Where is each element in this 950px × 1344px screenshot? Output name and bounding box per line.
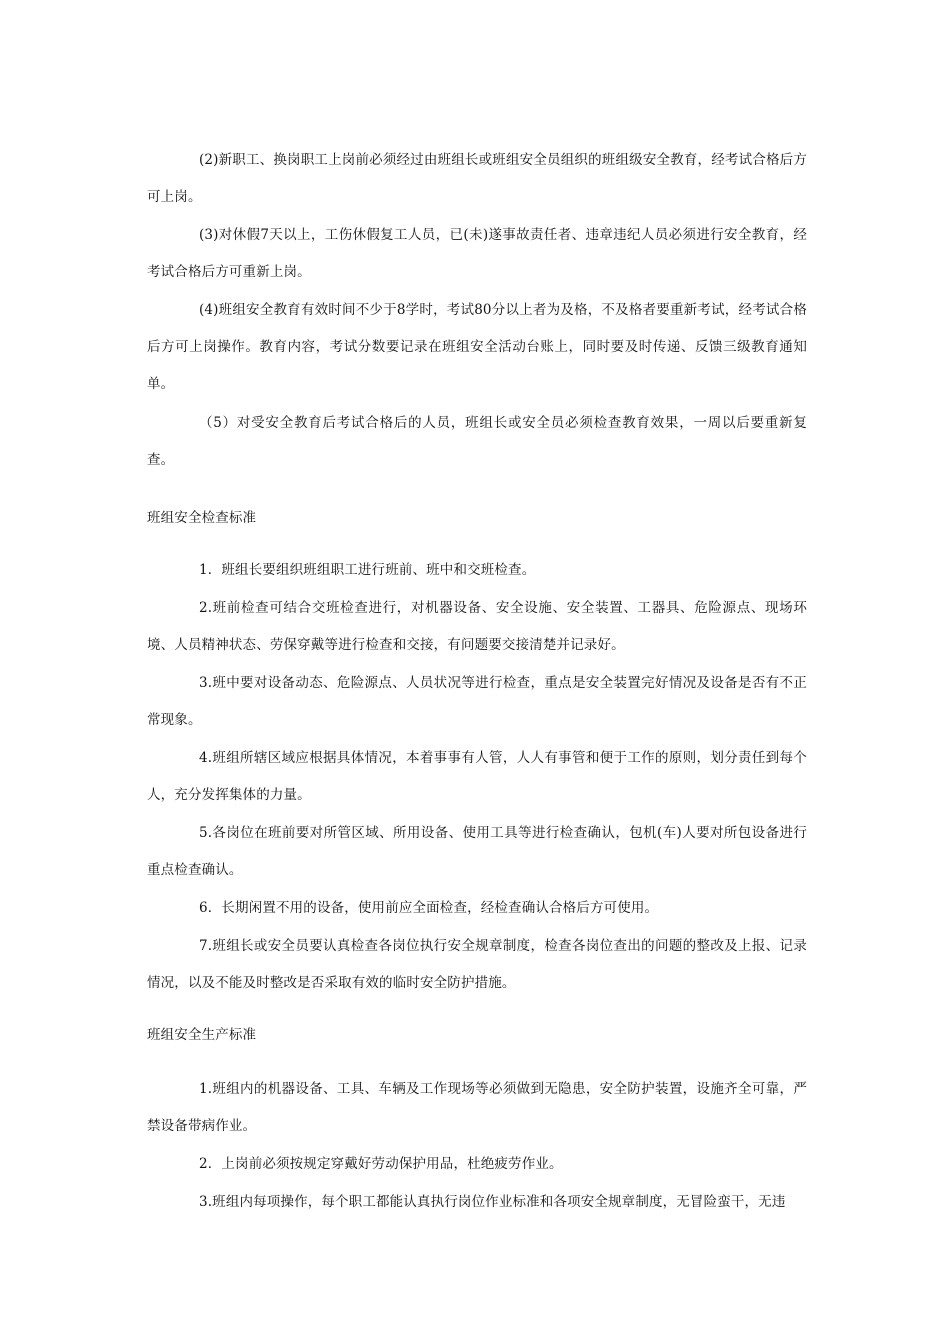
paragraph-inspection-3: 3.班中要对设备动态、危险源点、人员状况等进行检查，重点是安全装置完好情况及设备是否有不正常现象。 (147, 675, 807, 728)
paragraph-inspection-4: 4.班组所辖区域应根据具体情况，本着事事有人管，人人有事管和便于工作的原则，划分责任到每个人，充分发挥集体的力量。 (147, 750, 807, 803)
section-title-safety-inspection: 班组安全检查标准 (147, 510, 257, 526)
paragraph-production-3: 3.班组内每项操作，每个职工都能认真执行岗位作业标准和各项安全规章制度，无冒险蛮干，无违 (199, 1194, 786, 1210)
paragraph-inspection-2: 2.班前检查可结合交班检查进行，对机器设备、安全设施、安全装置、工器具、危险源点、现场环境、人员精神状态、劳保穿戴等进行检查和交接，有问题要交接清楚并记录好。 (147, 600, 807, 653)
paragraph-production-2: 2．上岗前必须按规定穿戴好劳动保护用品，杜绝疲劳作业。 (199, 1156, 563, 1172)
paragraph-return-from-leave: (3)对休假7天以上，工伤休假复工人员，已(未)遂事故责任者、违章违纪人员必须进行安全教育，经考试合格后方可重新上岗。 (147, 227, 807, 280)
section-title-safety-production: 班组安全生产标准 (147, 1027, 257, 1043)
paragraph-training-hours: (4)班组安全教育有效时间不少于8学时，考试80分以上者为及格，不及格者要重新考试，经考试合格后方可上岗操作。教育内容，考试分数要记录在班组安全活动台账上，同时要及时传递、反馈三级教育通知单。 (147, 302, 807, 392)
paragraph-production-1: 1.班组内的机器设备、工具、车辆及工作现场等必须做到无隐患，安全防护装置，设施齐全可靠，严禁设备带病作业。 (147, 1081, 807, 1134)
paragraph-inspection-6: 6．长期闲置不用的设备，使用前应全面检查，经检查确认合格后方可使用。 (199, 900, 659, 916)
paragraph-new-employee-training: (2)新职工、换岗职工上岗前必须经过由班组长或班组安全员组织的班组级安全教育，经考试合格后方可上岗。 (147, 152, 807, 205)
paragraph-training-effect-check: （5）对受安全教育后考试合格后的人员，班组长或安全员必须检查教育效果，一周以后要重新复查。 (147, 415, 807, 468)
paragraph-inspection-7: 7.班组长或安全员要认真检查各岗位执行安全规章制度，检查各岗位查出的问题的整改及上报、记录情况，以及不能及时整改是否采取有效的临时安全防护措施。 (147, 938, 807, 991)
paragraph-inspection-1: 1．班组长要组织班组职工进行班前、班中和交班检查。 (199, 562, 536, 578)
paragraph-inspection-5: 5.各岗位在班前要对所管区域、所用设备、使用工具等进行检查确认，包机(车)人要对所包设备进行重点检查确认。 (147, 825, 807, 878)
